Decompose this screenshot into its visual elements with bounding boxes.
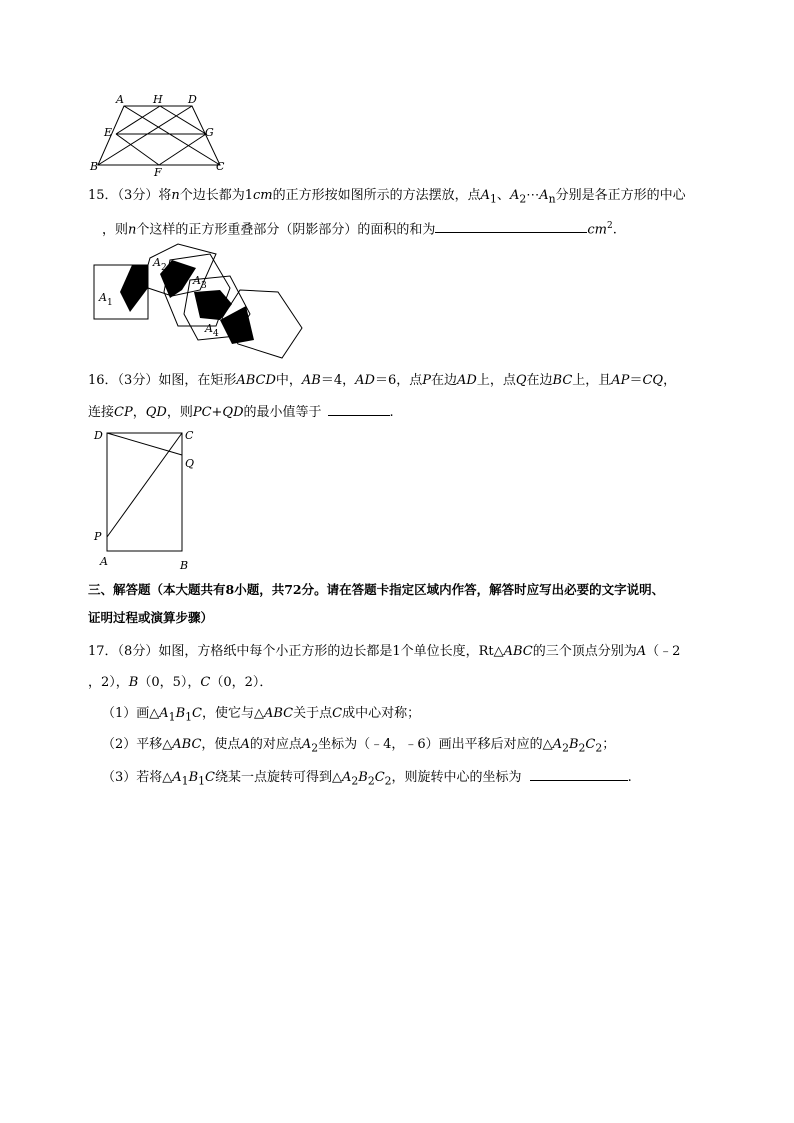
label-C: C bbox=[216, 160, 225, 173]
q15-answer-blank[interactable] bbox=[435, 218, 587, 233]
q15-number: 15． bbox=[88, 188, 118, 203]
label-A3: $A_3$ bbox=[193, 274, 207, 291]
section3-heading-line1: 三、解答题（本大题共有8小题，共72分。请在答题卡指定区域内作答，解答时应写出必要的文字说明、 bbox=[88, 582, 665, 597]
label-A: A bbox=[100, 555, 108, 568]
rectangle-figure bbox=[90, 425, 210, 575]
label-D: D bbox=[188, 93, 197, 106]
label-F: F bbox=[154, 166, 162, 179]
q15-line1: 15．（3分）将n个边长都为1cm的正方形按如图所示的方法摆放，点$A_1$、$A_2\cdots A_n$分别是各正方形的中心 bbox=[88, 188, 686, 206]
q17-part2: （2）平移△ABC，使点A的对应点$A_2$坐标为（﹣4，﹣6）画出平移后对应的$\triangle A_2B_2C_2$； bbox=[102, 737, 616, 755]
label-Q: Q bbox=[185, 457, 195, 470]
q17-part1: （1）画$\triangle A_1B_1C$，使它与△ABC关于点C成中心对称； bbox=[102, 706, 421, 724]
label-A1: $A_1$ bbox=[99, 291, 113, 308]
label-A4: $A_4$ bbox=[205, 322, 219, 339]
section3-heading-line2: 证明过程或演算步骤） bbox=[88, 610, 214, 625]
label-D: D bbox=[94, 429, 103, 442]
q16-number: 16． bbox=[88, 373, 118, 388]
q16-line2: 连接CP，QD，则PC+QD的最小值等于 . bbox=[88, 401, 394, 423]
q17-line1: 17．（8分）如图，方格纸中每个小正方形的边长都是1个单位长度，Rt△ABC的三个顶点分别为A（﹣2 bbox=[88, 644, 681, 659]
q16-answer-blank[interactable] bbox=[328, 401, 390, 416]
q17-line2: ，2），B（0，5），C（0，2）． bbox=[88, 675, 273, 690]
q17-part3: （3）若将$\triangle A_1B_1C$绕某一点旋转可得到$\triangle A_2B_2C_2$，则旋转中心的坐标为 . bbox=[102, 766, 632, 792]
label-E: E bbox=[104, 126, 113, 139]
label-A: A bbox=[116, 93, 124, 106]
label-H: H bbox=[153, 93, 163, 106]
label-B: B bbox=[180, 559, 189, 572]
label-C: C bbox=[185, 429, 194, 442]
trapezoid-figure bbox=[88, 90, 238, 180]
q15-line2: ，则n个这样的正方形重叠部分（阴影部分）的面积的和为 $cm^2$. bbox=[102, 216, 617, 240]
overlapping-squares-figure bbox=[90, 240, 310, 365]
label-A2: $A_2$ bbox=[153, 256, 167, 273]
q17-answer-blank[interactable] bbox=[530, 766, 628, 781]
q17-number: 17． bbox=[88, 644, 118, 659]
q16-line1: 16．（3分）如图，在矩形ABCD中，AB＝4，AD＝6，点P在边AD上，点Q在边BC上，且AP＝CQ， bbox=[88, 373, 677, 388]
label-G: G bbox=[205, 126, 214, 139]
label-P: P bbox=[94, 530, 102, 543]
label-B: B bbox=[90, 160, 99, 173]
